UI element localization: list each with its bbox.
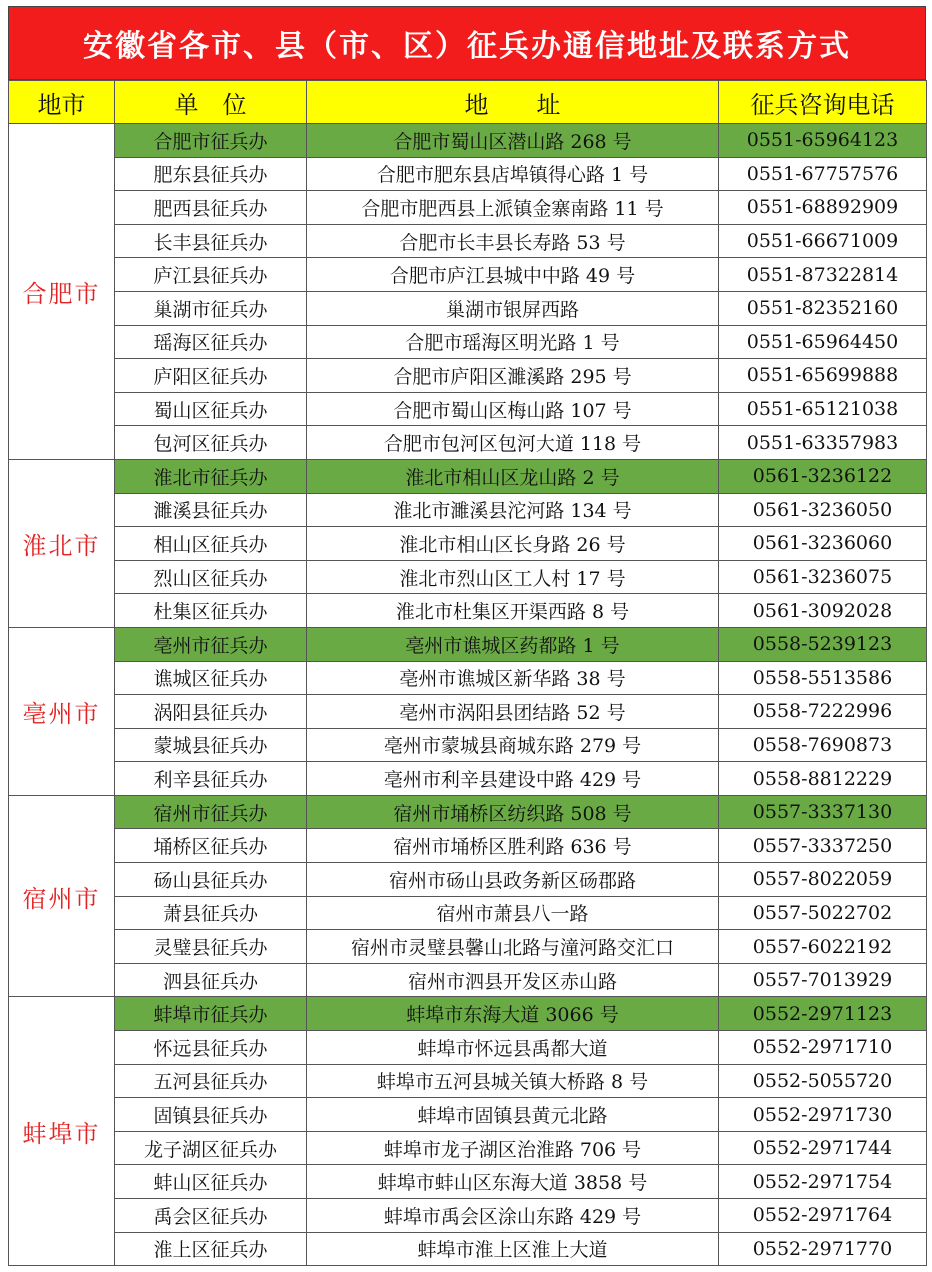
address-cell: 宿州市萧县八一路 [307,896,719,930]
table-row [9,829,927,863]
table-row [9,258,927,292]
address-cell: 宿州市灵璧县馨山北路与潼河路交汇口 [307,930,719,964]
address-cell: 淮北市濉溪县沱河路 134 号 [307,493,719,527]
unit-cell: 烈山区征兵办 [115,560,307,594]
address-cell: 巢湖市银屏西路 [307,291,719,325]
address-cell: 宿州市埇桥区胜利路 636 号 [307,829,719,863]
table-row [9,863,927,897]
unit-cell: 濉溪县征兵办 [115,493,307,527]
unit-cell: 蚌埠市征兵办 [115,997,307,1031]
address-cell: 宿州市泗县开发区赤山路 [307,963,719,997]
phone-cell: 0551-65964123 [719,124,927,158]
phone-cell: 0551-63357983 [719,426,927,460]
table-row [9,359,927,393]
table-row [9,728,927,762]
table-row [9,1131,927,1165]
unit-cell: 禹会区征兵办 [115,1199,307,1233]
address-cell: 蚌埠市怀远县禹都大道 [307,1031,719,1065]
phone-cell: 0551-68892909 [719,191,927,225]
phone-cell: 0552-2971764 [719,1199,927,1233]
table-row-headquarters [9,459,927,493]
phone-cell: 0551-65121038 [719,392,927,426]
phone-cell: 0557-3337250 [719,829,927,863]
city-cell: 合肥市 [9,124,115,460]
contact-table [8,80,927,1266]
unit-cell: 庐阳区征兵办 [115,359,307,393]
address-cell: 淮北市烈山区工人村 17 号 [307,560,719,594]
table-row-headquarters [9,627,927,661]
header-city: 地市 [9,81,115,124]
phone-cell: 0557-6022192 [719,930,927,964]
unit-cell: 龙子湖区征兵办 [115,1131,307,1165]
table-row [9,1031,927,1065]
phone-cell: 0552-2971730 [719,1098,927,1132]
unit-cell: 肥西县征兵办 [115,191,307,225]
address-cell: 蚌埠市东海大道 3066 号 [307,997,719,1031]
recruitment-office-sheet [8,6,926,1266]
table-row [9,1199,927,1233]
table-row [9,224,927,258]
phone-cell: 0551-65699888 [719,359,927,393]
table-row [9,325,927,359]
table-row [9,493,927,527]
unit-cell: 亳州市征兵办 [115,627,307,661]
unit-cell: 怀远县征兵办 [115,1031,307,1065]
address-cell: 淮北市相山区长身路 26 号 [307,527,719,561]
address-cell: 淮北市杜集区开渠西路 8 号 [307,594,719,628]
address-cell: 亳州市谯城区药都路 1 号 [307,627,719,661]
unit-cell: 淮北市征兵办 [115,459,307,493]
table-row-headquarters [9,795,927,829]
unit-cell: 相山区征兵办 [115,527,307,561]
unit-cell: 涡阳县征兵办 [115,695,307,729]
header-unit: 单 位 [115,81,307,124]
phone-cell: 0551-87322814 [719,258,927,292]
address-cell: 淮北市相山区龙山路 2 号 [307,459,719,493]
phone-cell: 0551-67757576 [719,157,927,191]
header-row [9,81,927,124]
table-row [9,930,927,964]
address-cell: 蚌埠市蚌山区东海大道 3858 号 [307,1165,719,1199]
address-cell: 亳州市涡阳县团结路 52 号 [307,695,719,729]
phone-cell: 0557-5022702 [719,896,927,930]
address-cell: 合肥市蜀山区梅山路 107 号 [307,392,719,426]
address-cell: 合肥市长丰县长寿路 53 号 [307,224,719,258]
unit-cell: 包河区征兵办 [115,426,307,460]
phone-cell: 0561-3092028 [719,594,927,628]
table-row [9,963,927,997]
phone-cell: 0561-3236122 [719,459,927,493]
address-cell: 合肥市肥东县店埠镇得心路 1 号 [307,157,719,191]
phone-cell: 0551-82352160 [719,291,927,325]
phone-cell: 0551-66671009 [719,224,927,258]
unit-cell: 宿州市征兵办 [115,795,307,829]
table-row-headquarters [9,997,927,1031]
city-cell: 亳州市 [9,627,115,795]
city-cell: 蚌埠市 [9,997,115,1266]
phone-cell: 0561-3236050 [719,493,927,527]
unit-cell: 庐江县征兵办 [115,258,307,292]
address-cell: 合肥市肥西县上派镇金寨南路 11 号 [307,191,719,225]
table-row [9,896,927,930]
address-cell: 合肥市庐江县城中中路 49 号 [307,258,719,292]
unit-cell: 蚌山区征兵办 [115,1165,307,1199]
phone-cell: 0552-2971744 [719,1131,927,1165]
table-row [9,1232,927,1266]
phone-cell: 0561-3236075 [719,560,927,594]
address-cell: 宿州市砀山县政务新区砀郡路 [307,863,719,897]
phone-cell: 0552-2971754 [719,1165,927,1199]
header-phone: 征兵咨询电话 [719,81,927,124]
phone-cell: 0558-7690873 [719,728,927,762]
phone-cell: 0552-2971123 [719,997,927,1031]
unit-cell: 利辛县征兵办 [115,762,307,796]
address-cell: 蚌埠市禹会区涂山东路 429 号 [307,1199,719,1233]
table-row [9,594,927,628]
address-cell: 蚌埠市五河县城关镇大桥路 8 号 [307,1064,719,1098]
table-row [9,661,927,695]
table-row [9,426,927,460]
city-cell: 淮北市 [9,459,115,627]
table-row [9,1165,927,1199]
phone-cell: 0557-8022059 [719,863,927,897]
address-cell: 亳州市蒙城县商城东路 279 号 [307,728,719,762]
unit-cell: 泗县征兵办 [115,963,307,997]
unit-cell: 瑶海区征兵办 [115,325,307,359]
phone-cell: 0552-5055720 [719,1064,927,1098]
city-cell: 宿州市 [9,795,115,997]
phone-cell: 0551-65964450 [719,325,927,359]
table-row [9,1064,927,1098]
address-cell: 亳州市利辛县建设中路 429 号 [307,762,719,796]
unit-cell: 蜀山区征兵办 [115,392,307,426]
address-cell: 蚌埠市龙子湖区治淮路 706 号 [307,1131,719,1165]
unit-cell: 灵璧县征兵办 [115,930,307,964]
table-row [9,392,927,426]
unit-cell: 杜集区征兵办 [115,594,307,628]
phone-cell: 0552-2971770 [719,1232,927,1266]
unit-cell: 蒙城县征兵办 [115,728,307,762]
table-row [9,191,927,225]
header-address: 地 址 [307,81,719,124]
unit-cell: 淮上区征兵办 [115,1232,307,1266]
table-row [9,527,927,561]
phone-cell: 0558-8812229 [719,762,927,796]
address-cell: 合肥市包河区包河大道 118 号 [307,426,719,460]
unit-cell: 埇桥区征兵办 [115,829,307,863]
unit-cell: 合肥市征兵办 [115,124,307,158]
address-cell: 合肥市蜀山区潜山路 268 号 [307,124,719,158]
unit-cell: 长丰县征兵办 [115,224,307,258]
table-body [9,124,927,1266]
phone-cell: 0558-5239123 [719,627,927,661]
unit-cell: 砀山县征兵办 [115,863,307,897]
phone-cell: 0558-7222996 [719,695,927,729]
unit-cell: 巢湖市征兵办 [115,291,307,325]
address-cell: 合肥市庐阳区濉溪路 295 号 [307,359,719,393]
table-row [9,291,927,325]
phone-cell: 0561-3236060 [719,527,927,561]
table-row [9,762,927,796]
unit-cell: 谯城区征兵办 [115,661,307,695]
table-title: 安徽省各市、县（市、区）征兵办通信地址及联系方式 [8,6,926,80]
table-row [9,1098,927,1132]
table-row [9,157,927,191]
address-cell: 合肥市瑶海区明光路 1 号 [307,325,719,359]
table-row-headquarters [9,124,927,158]
unit-cell: 肥东县征兵办 [115,157,307,191]
phone-cell: 0557-7013929 [719,963,927,997]
address-cell: 蚌埠市固镇县黄元北路 [307,1098,719,1132]
phone-cell: 0552-2971710 [719,1031,927,1065]
address-cell: 宿州市埇桥区纺织路 508 号 [307,795,719,829]
unit-cell: 五河县征兵办 [115,1064,307,1098]
unit-cell: 萧县征兵办 [115,896,307,930]
address-cell: 蚌埠市淮上区淮上大道 [307,1232,719,1266]
table-row [9,695,927,729]
unit-cell: 固镇县征兵办 [115,1098,307,1132]
phone-cell: 0558-5513586 [719,661,927,695]
table-row [9,560,927,594]
phone-cell: 0557-3337130 [719,795,927,829]
address-cell: 亳州市谯城区新华路 38 号 [307,661,719,695]
